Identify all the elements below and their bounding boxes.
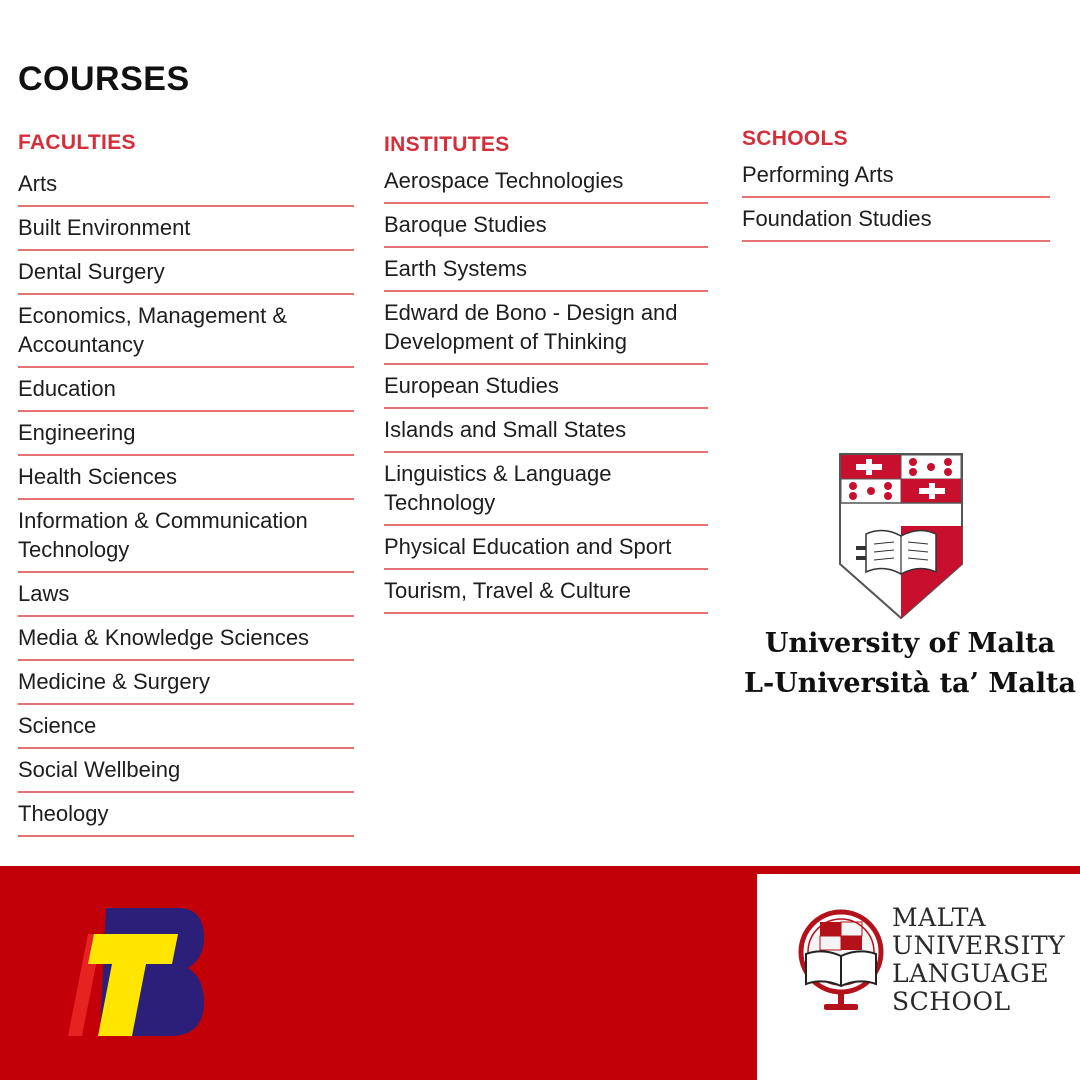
language-school-name [892, 904, 1065, 1016]
institute-link[interactable]: Earth Systems [384, 248, 708, 292]
faculty-link[interactable]: Science [18, 705, 354, 749]
institute-link[interactable]: Tourism, Travel & Culture [384, 570, 708, 614]
faculty-link[interactable]: Health Sciences [18, 456, 354, 500]
institute-link[interactable]: Edward de Bono - Design and Development of Thinking [384, 292, 708, 365]
school-link[interactable]: Performing Arts [742, 154, 1050, 198]
page-title: COURSES [18, 60, 190, 98]
institute-link[interactable]: Aerospace Technologies [384, 160, 708, 204]
faculty-link[interactable]: Arts [18, 163, 354, 207]
faculty-link[interactable]: Economics, Management & Accountancy [18, 295, 354, 368]
institute-link[interactable]: European Studies [384, 365, 708, 409]
university-name-english: University of Malta [764, 628, 1056, 659]
language-school-name-line: UNIVERSITY [892, 931, 1066, 960]
schools-list [742, 154, 1050, 242]
university-name-maltese: L-Università ta’ Malta [744, 668, 1076, 699]
university-name [740, 624, 1080, 704]
language-school-name-line: SCHOOL [892, 987, 1011, 1016]
faculty-link[interactable]: Media & Knowledge Sciences [18, 617, 354, 661]
banner-divider [757, 866, 1080, 874]
faculties-column [18, 128, 354, 837]
institute-link[interactable]: Islands and Small States [384, 409, 708, 453]
faculty-link[interactable]: Laws [18, 573, 354, 617]
institute-link[interactable]: Linguistics & Language Technology [384, 453, 708, 526]
institutes-column [384, 130, 708, 614]
faculty-link[interactable]: Built Environment [18, 207, 354, 251]
faculty-link[interactable]: Social Wellbeing [18, 749, 354, 793]
faculty-link[interactable]: Medicine & Surgery [18, 661, 354, 705]
language-school-name-line: LANGUAGE [892, 959, 1050, 988]
schools-column [742, 124, 1050, 242]
faculty-link[interactable]: Dental Surgery [18, 251, 354, 295]
faculty-link[interactable]: Education [18, 368, 354, 412]
university-crest-icon [838, 452, 964, 620]
institutes-heading: INSTITUTES [384, 133, 510, 156]
faculty-link[interactable]: Theology [18, 793, 354, 837]
language-school-name-line: MALTA [892, 903, 987, 932]
globe-book-emblem-icon [796, 904, 886, 1016]
faculty-link[interactable]: Information & Communication Technology [18, 500, 354, 573]
institute-link[interactable]: Physical Education and Sport [384, 526, 708, 570]
faculty-link[interactable]: Engineering [18, 412, 354, 456]
institutes-list [384, 160, 708, 614]
faculties-list [18, 163, 354, 837]
institute-link[interactable]: Baroque Studies [384, 204, 708, 248]
tb-logo-icon [66, 906, 206, 1038]
faculties-heading: FACULTIES [18, 131, 136, 154]
school-link[interactable]: Foundation Studies [742, 198, 1050, 242]
schools-heading: SCHOOLS [742, 127, 848, 150]
